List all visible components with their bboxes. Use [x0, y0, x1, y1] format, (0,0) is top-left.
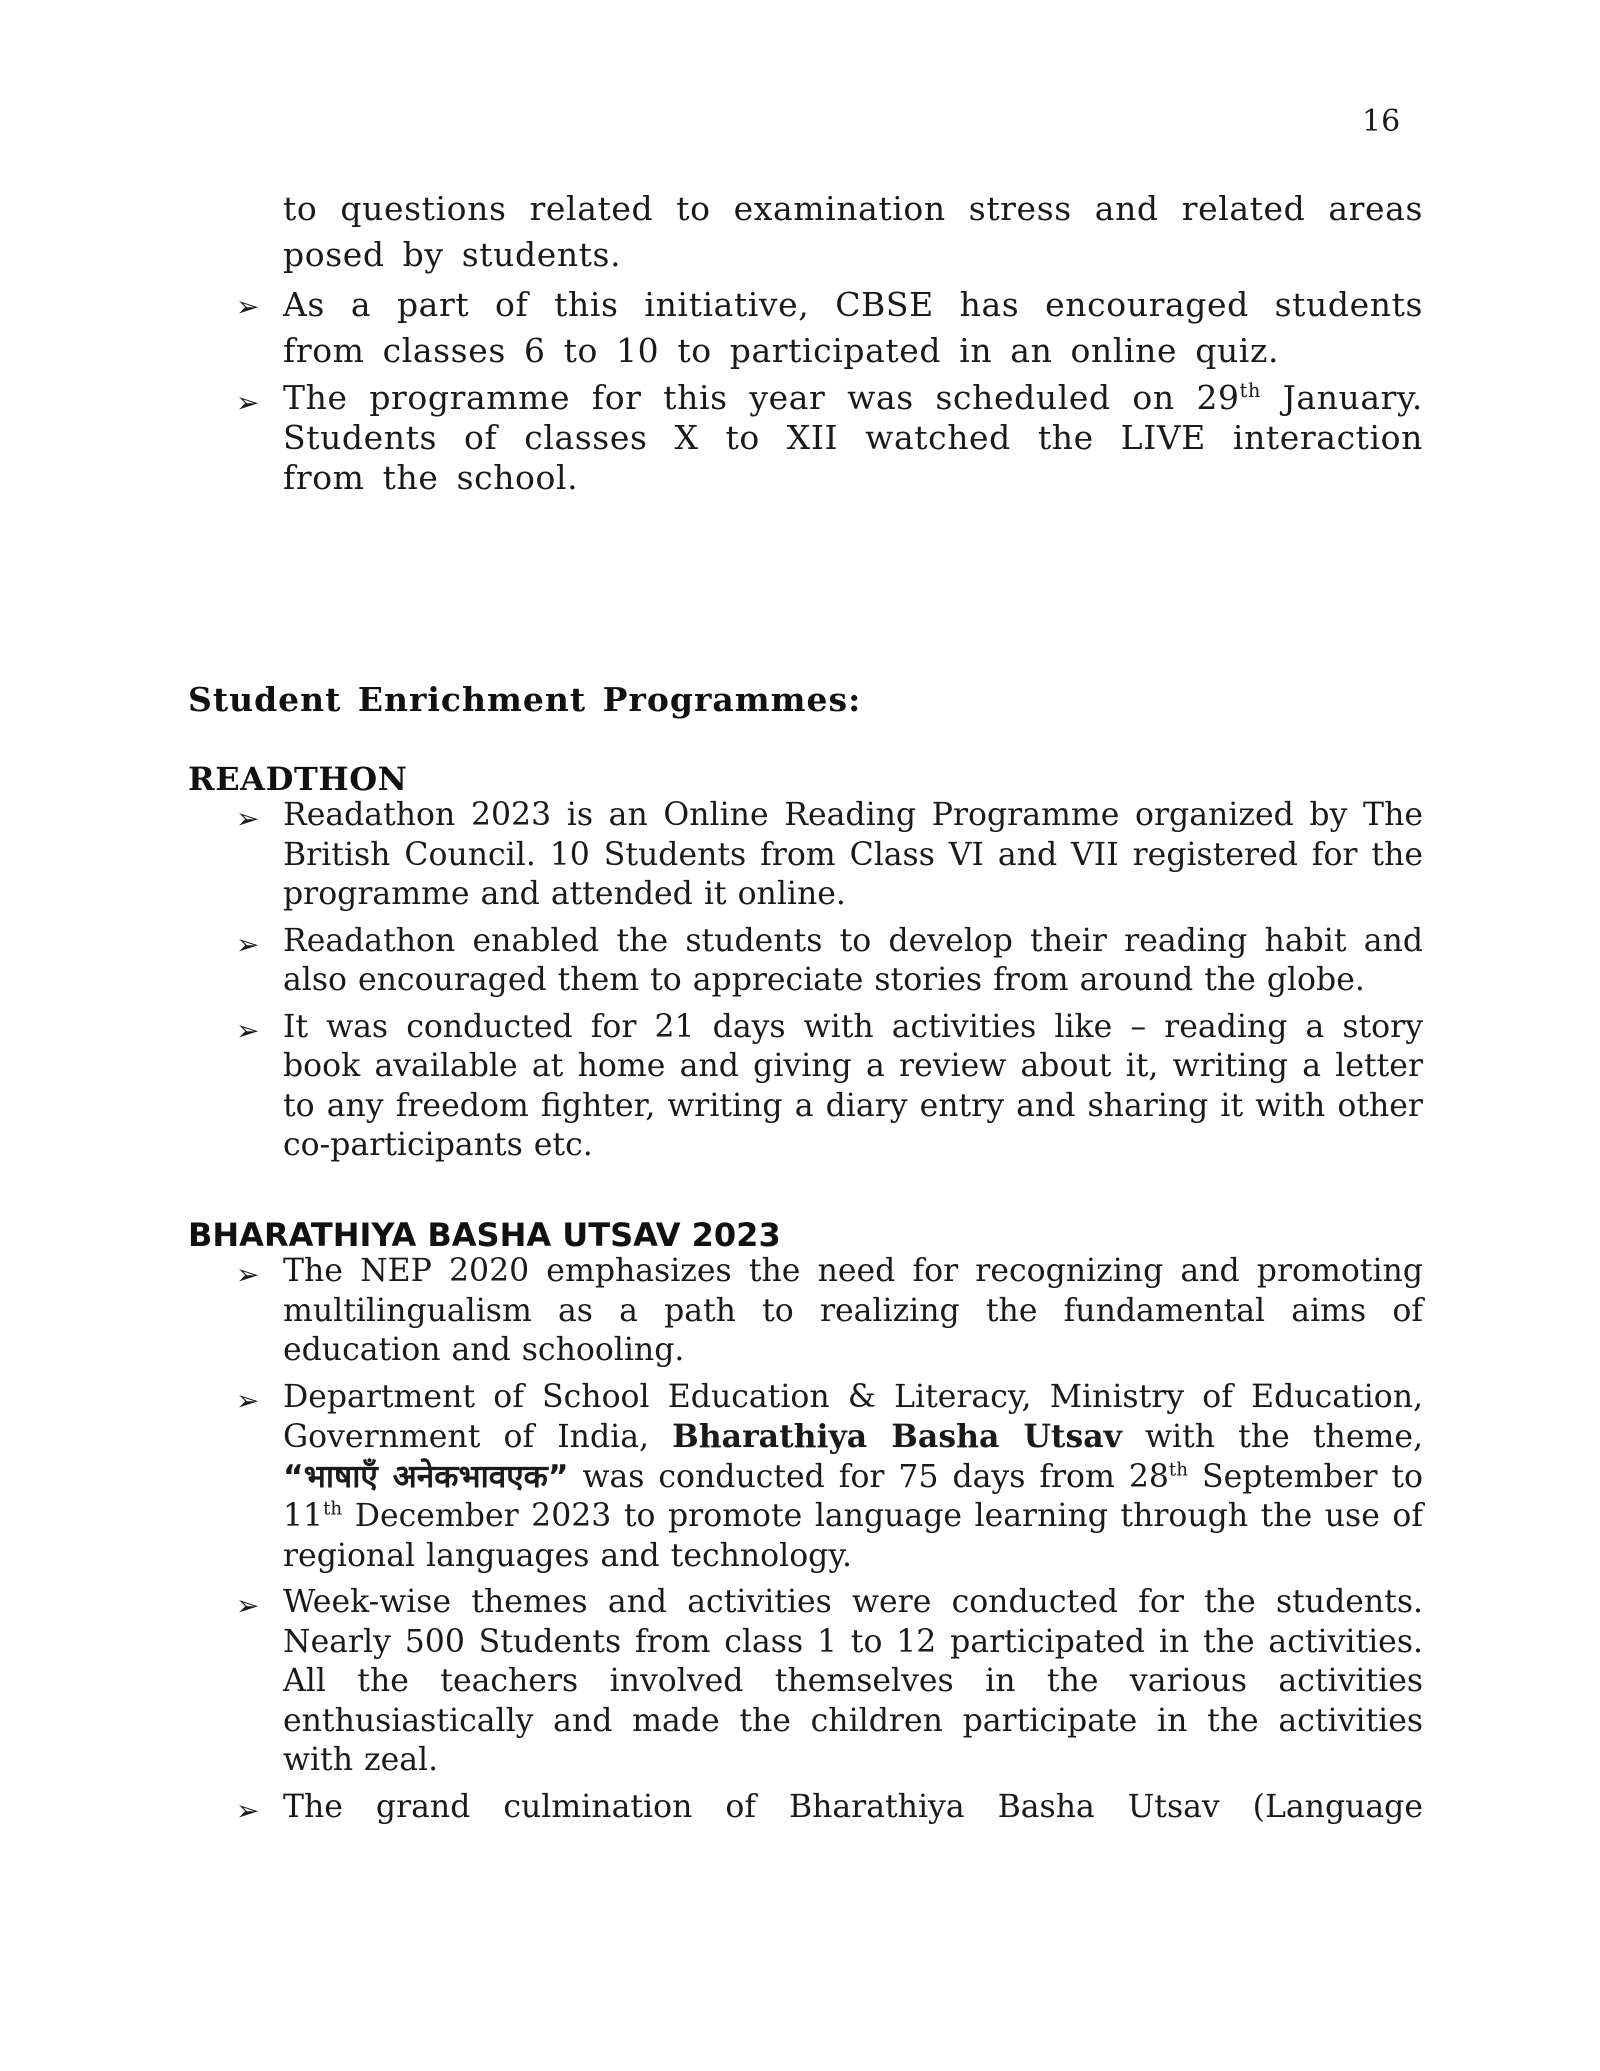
- exam-stress-section: [0, 186, 1600, 498]
- continuation-paragraph: [0, 186, 1423, 278]
- arrow-bullet-icon: ➢: [236, 1013, 260, 1047]
- list-item: [0, 378, 1423, 498]
- arrow-bullet-icon: ➢: [236, 386, 260, 419]
- list-item: [0, 796, 1423, 915]
- list-item: [0, 1252, 1423, 1371]
- bharathiya-list: [0, 1252, 1600, 1834]
- list-item: [0, 1378, 1423, 1577]
- list-item-text: Week-wise themes and activities were conducted for the students. Nearly 500 Students from class 1 to 12 participated in the activities. All the teachers involved themselves in the various activities enthusiastically and made the children participate in the activities with zeal.: [283, 1584, 1423, 1778]
- list-item: [0, 922, 1423, 1001]
- continuation-text: to questions related to examination stress and related areas posed by students.: [283, 189, 1423, 274]
- list-item: [0, 1788, 1423, 1828]
- list-item-text: The programme for this year was scheduled on 29th January. Students of classes X to XII watched the LIVE interaction from the school.: [283, 378, 1424, 497]
- list-item-text: It was conducted for 21 days with activities like – reading a story book available at home and giving a review about it, writing a letter to any freedom fighter, writing a diary entry and sharing it with other co-participants etc.: [283, 1008, 1423, 1163]
- arrow-bullet-icon: ➢: [236, 802, 260, 835]
- list-item-text: Readathon 2023 is an Online Reading Programme organized by The British Council. 10 Students from Class VI and VII registered for the programme and attended it online.: [283, 797, 1423, 912]
- list-item: [0, 282, 1423, 374]
- list-item-text: Readathon enabled the students to develop their reading habit and also encouraged them to appreciate stories from around the globe.: [283, 922, 1423, 998]
- bharathiya-heading: BHARATHIYA BASHA UTSAV 2023: [188, 1216, 781, 1254]
- utsav-name: Bharathiya Basha Utsav: [672, 1418, 1122, 1455]
- readathon-list: [0, 796, 1600, 1173]
- arrow-bullet-icon: ➢: [236, 1793, 260, 1827]
- arrow-bullet-icon: ➢: [236, 1258, 260, 1291]
- list-item: [0, 1583, 1423, 1781]
- arrow-bullet-icon: ➢: [236, 1383, 260, 1417]
- page-number: 16: [1362, 104, 1401, 139]
- list-item-text: As a part of this initiative, CBSE has encouraged students from classes 6 to 10 to participated in an online quiz.: [283, 285, 1423, 370]
- list-item: [0, 1008, 1423, 1166]
- arrow-bullet-icon: ➢: [236, 290, 260, 323]
- list-item-text: The grand culmination of Bharathiya Basha Utsav (Language: [283, 1788, 1423, 1825]
- section-heading: Student Enrichment Programmes:: [188, 680, 862, 719]
- readathon-heading: READTHON: [188, 760, 408, 798]
- arrow-bullet-icon: ➢: [236, 927, 260, 961]
- hindi-theme: “भाषाएँ अनेकभावएक”: [283, 1458, 569, 1495]
- arrow-bullet-icon: ➢: [236, 1589, 260, 1622]
- list-item-text: The NEP 2020 emphasizes the need for recognizing and promoting multilingualism as a path to realizing the fundamental aims of education and schooling.: [283, 1253, 1423, 1368]
- list-item-text: Department of School Education & Literacy, Ministry of Education, Government of India, Bharathiya Basha Utsav with the theme, “भाषाएँ अनेकभावएक” was conducted for 75 days from 28th September to 11th December 2023 to promote language learning through the use of regional languages and technology.: [283, 1378, 1423, 1574]
